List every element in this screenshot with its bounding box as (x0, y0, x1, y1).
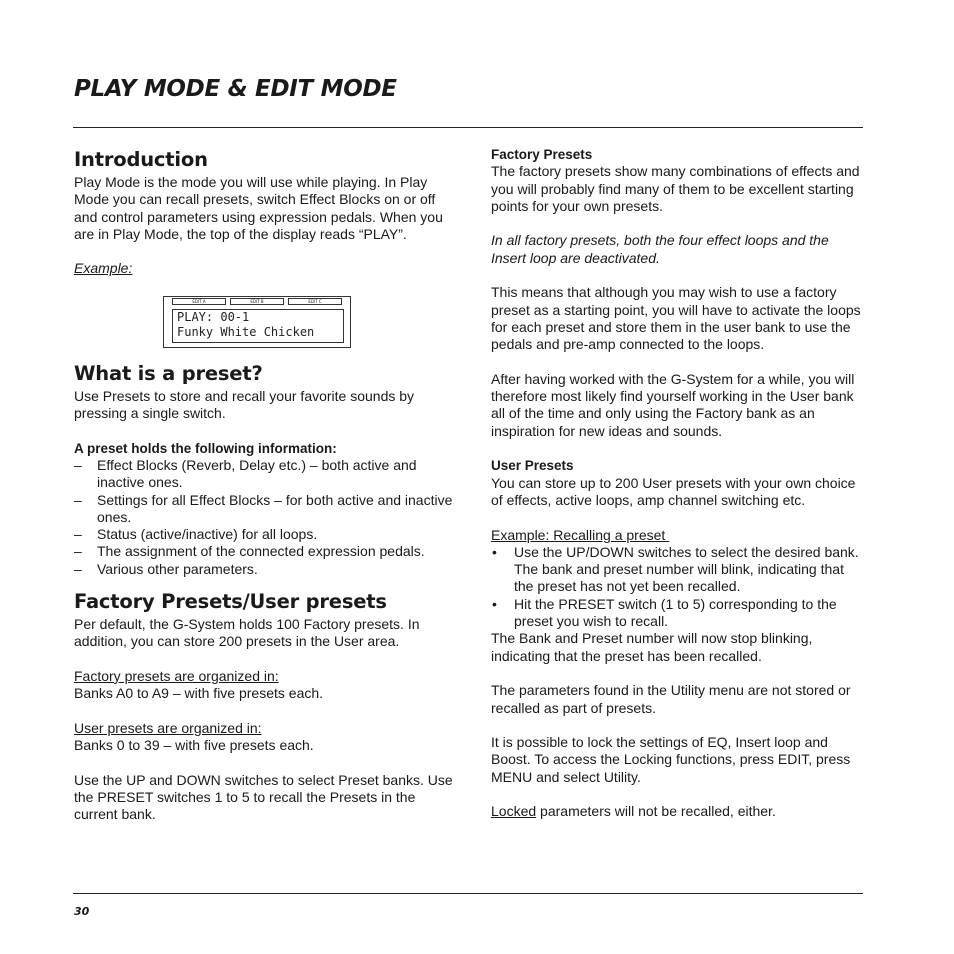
right-column (491, 146, 866, 821)
preset-holds-heading: A preset holds the following information: (74, 440, 337, 456)
left-column (74, 146, 454, 824)
list-item: • Use the UP/DOWN switches to select the desired bank. The bank and preset number will blink, indicating that the preset has not yet been recalled. (492, 543, 859, 595)
factory-user-paragraph: Per default, the G-System holds 100 Factory presets. In addition, you can store 200 presets in the User area. (74, 616, 420, 650)
list-item: – Status (active/inactive) for all loops. (74, 526, 318, 543)
list-item: – Various other parameters. (74, 560, 258, 577)
factory-presets-paragraph-3: After having worked with the G-System for a while, you will therefore most likely find yourself working in the User bank all of the time and only using the Factory bank as an inspiration for new ideas and sounds. (491, 370, 855, 439)
list-item: – Effect Blocks (Reverb, Delay etc.) – both active and inactive ones. (74, 456, 417, 491)
factory-org-label: Factory presets are organized in: (74, 667, 279, 684)
example-label: Example: (74, 260, 133, 277)
user-org-label: User presets are organized in: (74, 719, 262, 736)
factory-presets-note: In all factory presets, both the four effect loops and the Insert loop are deactivated. (491, 232, 829, 266)
list-item: – Settings for all Effect Blocks – for both active and inactive ones. (74, 491, 453, 525)
lcd-line-1: PLAY: 00-1 (177, 309, 250, 324)
lcd-tab-edit-a: EDIT A (172, 298, 226, 305)
factory-presets-paragraph-2: This means that although you may wish to use a factory preset as a starting point, you will have to activate the loops for each preset and store them in the user bank to use the pedals and pre-amp connected to the loops. (491, 284, 861, 353)
what-is-preset-heading: What is a preset? (74, 361, 263, 385)
list-item: • Hit the PRESET switch (1 to 5) corresponding to the preset you wish to recall. (492, 595, 837, 630)
utility-note: The parameters found in the Utility menu are not stored or recalled as part of presets. (491, 682, 851, 716)
locked-note (491, 803, 866, 820)
lcd-screen (172, 309, 344, 343)
list-item: – The assignment of the connected expression pedals. (74, 543, 425, 560)
user-presets-heading: User Presets (491, 458, 574, 474)
locked-rest: parameters will not be recalled, either. (536, 803, 776, 820)
lcd-line-2: Funky White Chicken (177, 324, 315, 339)
factory-presets-paragraph: The factory presets show many combinations of effects and you will probably find many of them to be excellent starting points for your own presets. (491, 163, 860, 214)
top-divider (73, 127, 863, 128)
recall-steps-list (491, 544, 866, 630)
user-presets-paragraph: You can store up to 200 User presets with your own choice of effects, active loops, amp channel switching etc. (491, 474, 856, 508)
user-org-text: Banks 0 to 39 – with five presets each. (74, 737, 314, 754)
preset-paragraph: Use Presets to store and recall your favorite sounds by pressing a single switch. (74, 387, 415, 422)
display-example (74, 278, 454, 360)
switch-text: Use the UP and DOWN switches to select Preset banks. Use the PRESET switches 1 to 5 to recall the Presets in the current bank. (74, 771, 453, 823)
introduction-paragraph: Play Mode is the mode you will use while playing. In Play Mode you can recall presets, switch Effect Blocks on or off and control parameters using expression pedals. When you are in Play Mode, the top of the display reads “PLAY”. (74, 174, 443, 242)
lcd-display (163, 296, 351, 348)
recall-example-label: Example: Recalling a preset (491, 526, 670, 543)
after-bullets-text: The Bank and Preset number will now stop blinking, indicating that the preset has been recalled. (491, 630, 813, 664)
lock-note: It is possible to lock the settings of EQ, Insert loop and Boost. To access the Locking functions, press EDIT, press MENU and select Utility. (491, 734, 851, 785)
page-title: PLAY MODE & EDIT MODE (74, 76, 397, 102)
factory-org-text: Banks A0 to A9 – with five presets each. (74, 685, 324, 702)
bottom-divider (73, 893, 863, 894)
lcd-tab-edit-c: EDIT C (288, 298, 342, 305)
factory-presets-heading: Factory Presets (491, 147, 593, 162)
factory-user-heading: Factory Presets/User presets (74, 590, 387, 614)
page-number: 30 (74, 905, 90, 918)
lcd-tab-edit-b: EDIT B (230, 298, 284, 305)
locked-word: Locked (491, 803, 537, 820)
preset-info-list (74, 457, 454, 578)
introduction-heading: Introduction (74, 148, 208, 171)
